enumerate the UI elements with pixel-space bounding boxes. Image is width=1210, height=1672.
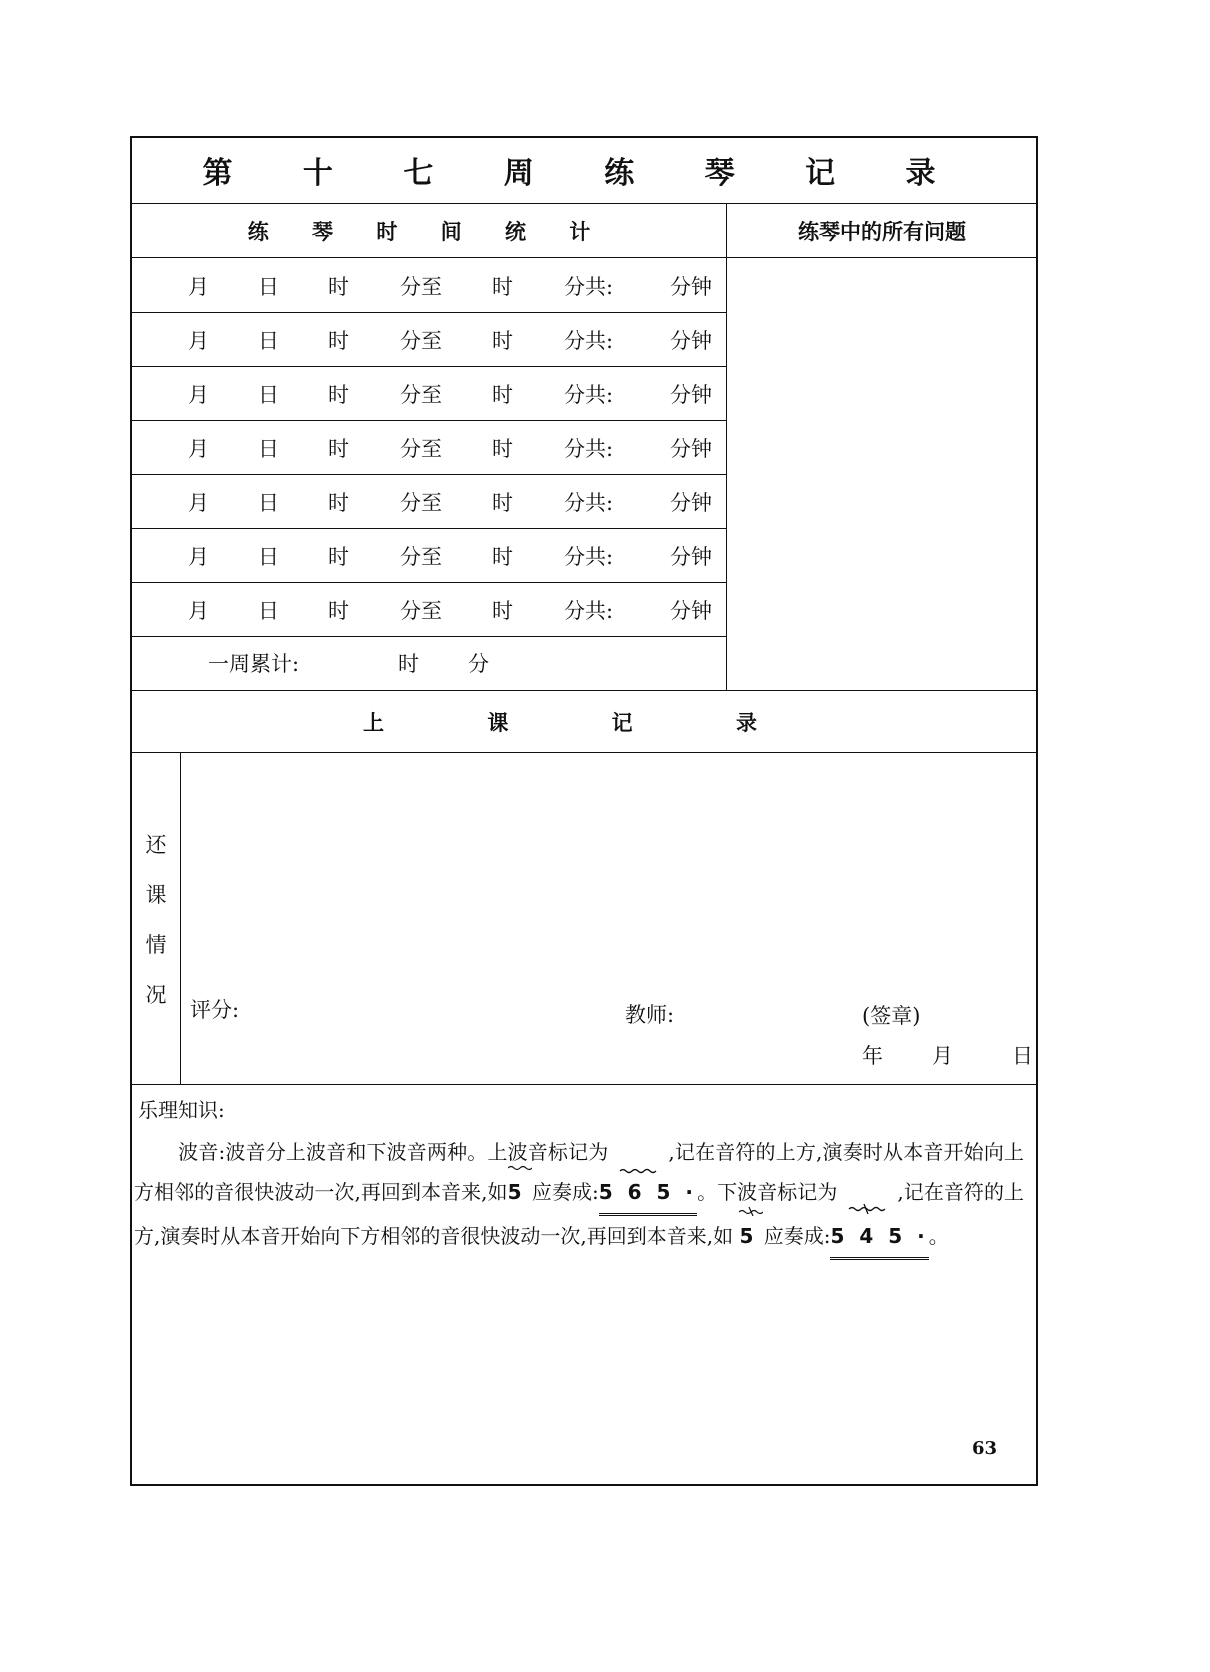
upper-mordent-icon	[616, 1149, 660, 1159]
minutes-label: 分钟	[670, 545, 712, 569]
side-label-char: 情	[145, 933, 167, 957]
minute-total-label: 分共:	[564, 329, 614, 353]
minute-to-label: 分至	[400, 383, 442, 407]
minutes-label: 分钟	[670, 599, 712, 623]
date-day: 日	[1012, 1044, 1033, 1068]
minute-to-label: 分至	[400, 437, 442, 461]
practice-row[interactable]	[130, 312, 726, 368]
hour-start-label: 时	[328, 383, 349, 407]
day-label: 日	[258, 383, 279, 407]
minute-to-label: 分至	[400, 491, 442, 515]
knowledge-text: ,记在音符的上方,演奏时从本音开始向上方相邻的音很快波动一次,再回到本音来,如	[134, 1140, 1024, 1204]
note-digit: 5	[739, 1224, 758, 1248]
score-label: 评分:	[190, 998, 240, 1022]
day-label: 日	[258, 275, 279, 299]
page-number: 63	[972, 1438, 998, 1459]
minutes-label: 分钟	[670, 275, 712, 299]
hour-start-label: 时	[328, 437, 349, 461]
knowledge-body	[134, 1132, 1024, 1260]
practice-time-header: 练 琴 时 间 统 计	[247, 219, 609, 244]
divider	[130, 1084, 1038, 1085]
note-with-lower-mordent	[739, 1216, 757, 1256]
day-label: 日	[258, 329, 279, 353]
hour-end-label: 时	[492, 491, 513, 515]
note-digit: 5	[507, 1180, 526, 1204]
hour-start-label: 时	[328, 329, 349, 353]
upper-mordent-icon	[508, 1164, 532, 1172]
day-label: 日	[258, 545, 279, 569]
hour-end-label: 时	[492, 383, 513, 407]
minute-total-label: 分共:	[564, 383, 614, 407]
lesson-date	[862, 1040, 1033, 1070]
knowledge-title: 乐理知识:	[138, 1098, 225, 1122]
minute-total-label: 分共:	[564, 599, 614, 623]
side-label-char: 还	[145, 833, 167, 857]
hour-start-label: 时	[328, 275, 349, 299]
minute-total-label: 分共:	[564, 437, 614, 461]
divider	[130, 690, 1038, 691]
problems-writing-area[interactable]	[728, 259, 1036, 689]
practice-row[interactable]	[130, 474, 726, 530]
practice-row[interactable]	[130, 582, 726, 638]
minute-total-label: 分共:	[564, 491, 614, 515]
seal-label: (签章)	[862, 1004, 921, 1028]
knowledge-text: 。下波音标记为	[697, 1180, 838, 1204]
hour-end-label: 时	[492, 545, 513, 569]
hour-end-label: 时	[492, 329, 513, 353]
hour-start-label: 时	[328, 545, 349, 569]
weekly-total-label: 一周累计:	[208, 652, 300, 676]
minute-to-label: 分至	[400, 545, 442, 569]
minute-total-label: 分共:	[564, 275, 614, 299]
knowledge-text: ,记在音符的上方,演奏时从本音开始向下方相邻的音很快波动一次,再回到本音来,如	[134, 1180, 1025, 1248]
practice-row[interactable]	[130, 366, 726, 422]
page-title: 第 十 七 周 练 琴 记 录	[202, 156, 966, 191]
hour-end-label: 时	[492, 599, 513, 623]
date-month: 月	[932, 1044, 953, 1068]
note-with-upper-mordent	[508, 1172, 526, 1212]
knowledge-text: 应奏成:	[531, 1180, 599, 1204]
minute-to-label: 分至	[400, 329, 442, 353]
teacher-label: 教师:	[625, 1003, 675, 1027]
hour-end-label: 时	[492, 275, 513, 299]
month-label: 月	[188, 275, 209, 299]
side-label-char: 况	[145, 983, 167, 1007]
divider	[130, 752, 1038, 753]
practice-row[interactable]	[130, 258, 726, 314]
hour-end-label: 时	[492, 437, 513, 461]
minutes-label: 分钟	[670, 437, 712, 461]
minute-to-label: 分至	[400, 275, 442, 299]
lower-mordent-icon	[739, 1206, 763, 1216]
practice-row[interactable]	[130, 420, 726, 476]
minutes-label: 分钟	[670, 383, 712, 407]
hour-start-label: 时	[328, 491, 349, 515]
month-label: 月	[188, 383, 209, 407]
weekly-total-minute: 分	[468, 652, 489, 676]
lower-mordent-icon	[845, 1189, 889, 1199]
side-label-char: 课	[145, 883, 167, 907]
lesson-record-header: 上 课 记 录	[363, 710, 805, 735]
day-label: 日	[258, 437, 279, 461]
hour-start-label: 时	[328, 599, 349, 623]
day-label: 日	[258, 491, 279, 515]
knowledge-text: 应奏成:	[763, 1224, 831, 1248]
minute-to-label: 分至	[400, 599, 442, 623]
lesson-status-label	[132, 754, 180, 1084]
example-notation: 5 6 5 ·	[599, 1172, 697, 1216]
month-label: 月	[188, 329, 209, 353]
day-label: 日	[258, 599, 279, 623]
minutes-label: 分钟	[670, 491, 712, 515]
month-label: 月	[188, 599, 209, 623]
minute-total-label: 分共:	[564, 545, 614, 569]
date-year: 年	[862, 1044, 883, 1068]
weekly-total-hour: 时	[398, 652, 419, 676]
month-label: 月	[188, 545, 209, 569]
lesson-writing-area[interactable]	[182, 754, 1036, 984]
example-notation: 5 4 5 ·	[830, 1216, 928, 1260]
knowledge-text: 波音:波音分上波音和下波音两种。上波音标记为	[178, 1140, 609, 1164]
weekly-total-row[interactable]	[130, 636, 726, 690]
column-divider	[726, 203, 727, 690]
practice-row[interactable]	[130, 528, 726, 584]
knowledge-text: 。	[928, 1224, 949, 1248]
month-label: 月	[188, 491, 209, 515]
column-divider	[180, 752, 181, 1084]
problems-header: 练琴中的所有问题	[798, 219, 966, 244]
month-label: 月	[188, 437, 209, 461]
minutes-label: 分钟	[670, 329, 712, 353]
